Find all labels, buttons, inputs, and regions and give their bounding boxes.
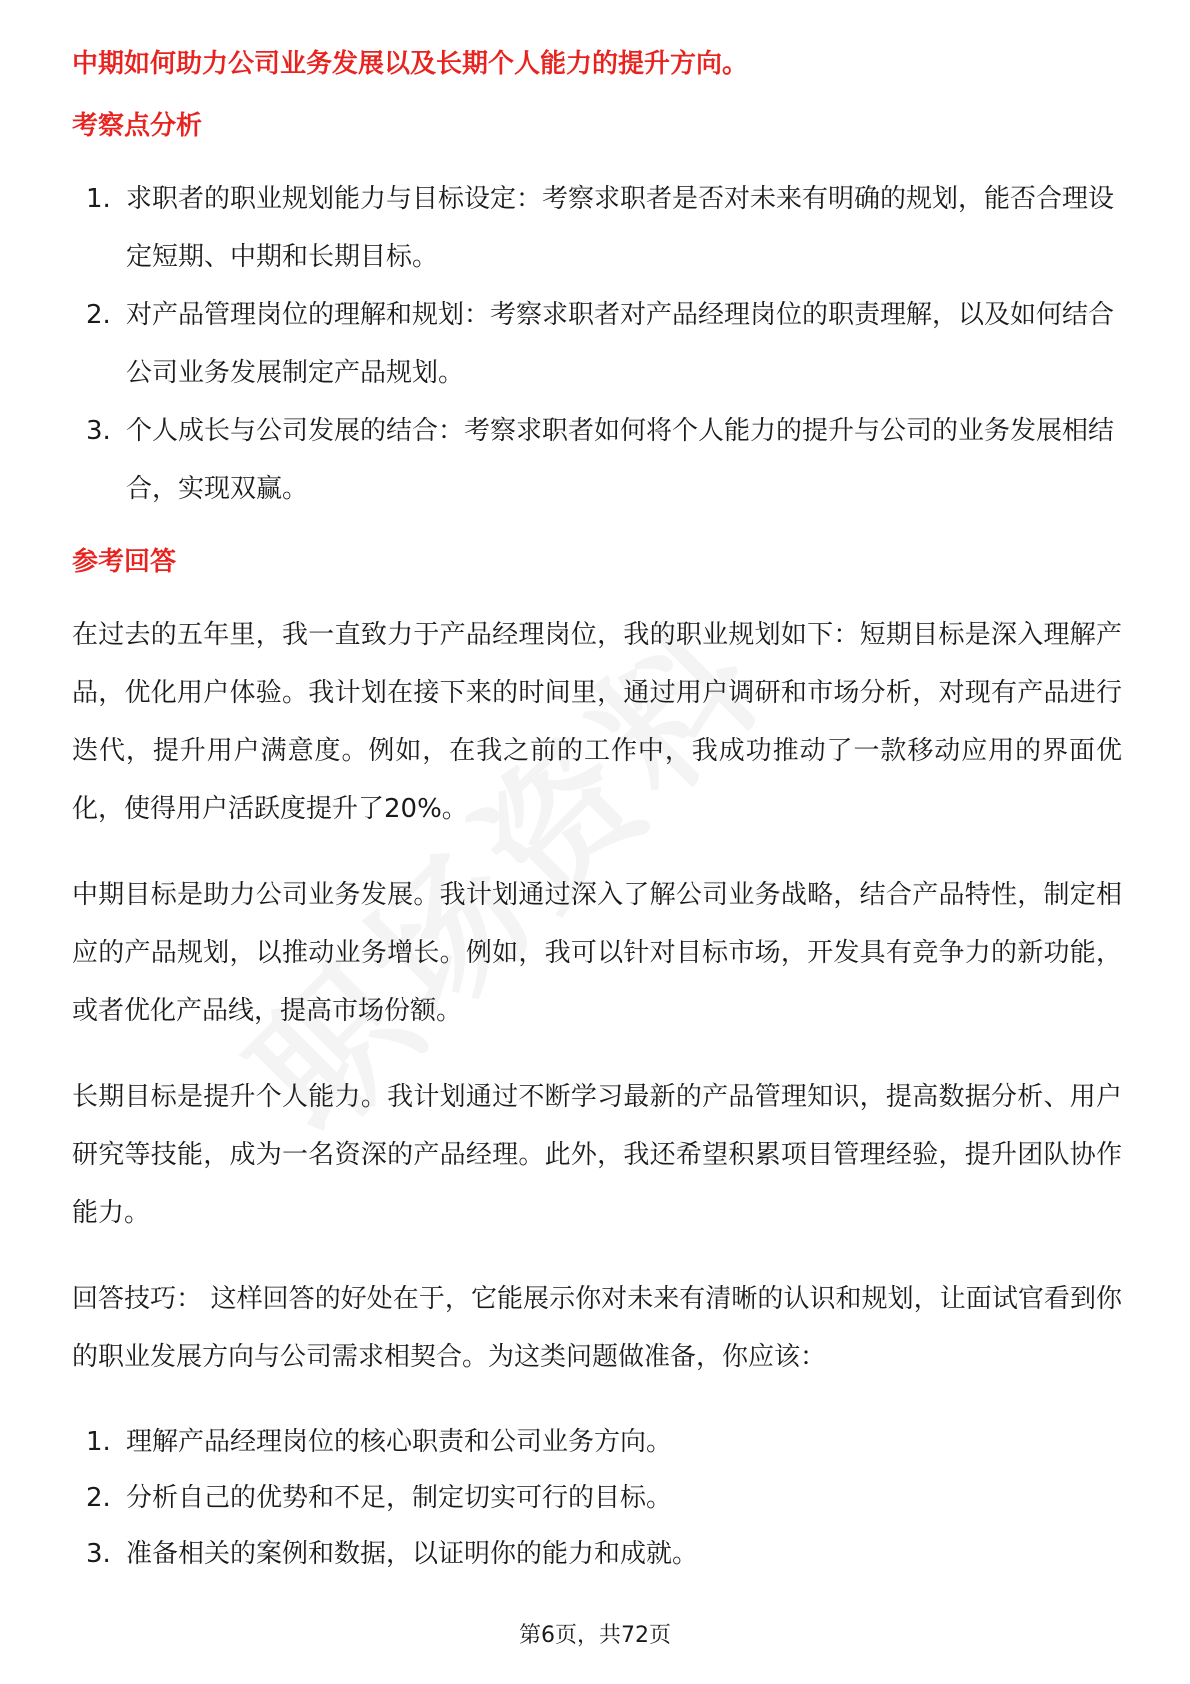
- list-item-text: 对产品管理岗位的理解和规划：考察求职者对产品经理岗位的职责理解，以及如何结合公司业务发展制定产品规划。: [126, 300, 1115, 388]
- list-number: 1.: [86, 1427, 111, 1457]
- list-number: 2.: [86, 300, 111, 330]
- answer-paragraph: 长期目标是提升个人能力。我计划通过不断学习最新的产品管理知识，提高数据分析、用户研究等技能，成为一名资深的产品经理。此外，我还希望积累项目管理经验，提升团队协作能力。: [72, 1082, 1122, 1228]
- page-content: [72, 46, 1122, 1582]
- analysis-heading: 考察点分析: [72, 111, 203, 141]
- list-number: 3.: [86, 1539, 111, 1569]
- question-title: 中期如何助力公司业务发展以及长期个人能力的提升方向。: [72, 49, 749, 79]
- list-item-text: 理解产品经理岗位的核心职责和公司业务方向。: [126, 1427, 673, 1457]
- list-number: 2.: [86, 1483, 111, 1513]
- list-item: [72, 170, 1122, 286]
- page-number-footer: 第6页，共72页: [519, 1623, 671, 1648]
- answer-paragraph: 在过去的五年里，我一直致力于产品经理岗位，我的职业规划如下：短期目标是深入理解产品，优化用户体验。我计划在接下来的时间里，通过用户调研和市场分析，对现有产品进行迭代，提升用户满意度。例如，在我之前的工作中，我成功推动了一款移动应用的界面优化，使得用户活跃度提升了20%。: [72, 620, 1122, 824]
- list-item-text: 分析自己的优势和不足，制定切实可行的目标。: [126, 1483, 673, 1513]
- list-item: [72, 402, 1122, 518]
- list-item-text: 准备相关的案例和数据，以证明你的能力和成就。: [126, 1539, 699, 1569]
- analysis-list: [72, 170, 1122, 518]
- list-item: [72, 1526, 1122, 1582]
- tips-list: [72, 1414, 1122, 1582]
- list-item: [72, 286, 1122, 402]
- list-item-text: 个人成长与公司发展的结合：考察求职者如何将个人能力的提升与公司的业务发展相结合，实现双赢。: [126, 416, 1115, 504]
- answer-heading: 参考回答: [72, 547, 177, 577]
- tips-intro-paragraph: 回答技巧： 这样回答的好处在于，它能展示你对未来有清晰的认识和规划，让面试官看到你的职业发展方向与公司需求相契合。为这类问题做准备，你应该：: [72, 1284, 1122, 1372]
- list-item: [72, 1414, 1122, 1470]
- list-item-text: 求职者的职业规划能力与目标设定：考察求职者是否对未来有明确的规划，能否合理设定短期、中期和长期目标。: [126, 184, 1115, 272]
- list-number: 1.: [86, 184, 111, 214]
- list-number: 3.: [86, 416, 111, 446]
- list-item: [72, 1470, 1122, 1526]
- answer-paragraph: 中期目标是助力公司业务发展。我计划通过深入了解公司业务战略，结合产品特性，制定相应的产品规划，以推动业务增长。例如，我可以针对目标市场，开发具有竞争力的新功能，或者优化产品线，提高市场份额。: [72, 880, 1122, 1026]
